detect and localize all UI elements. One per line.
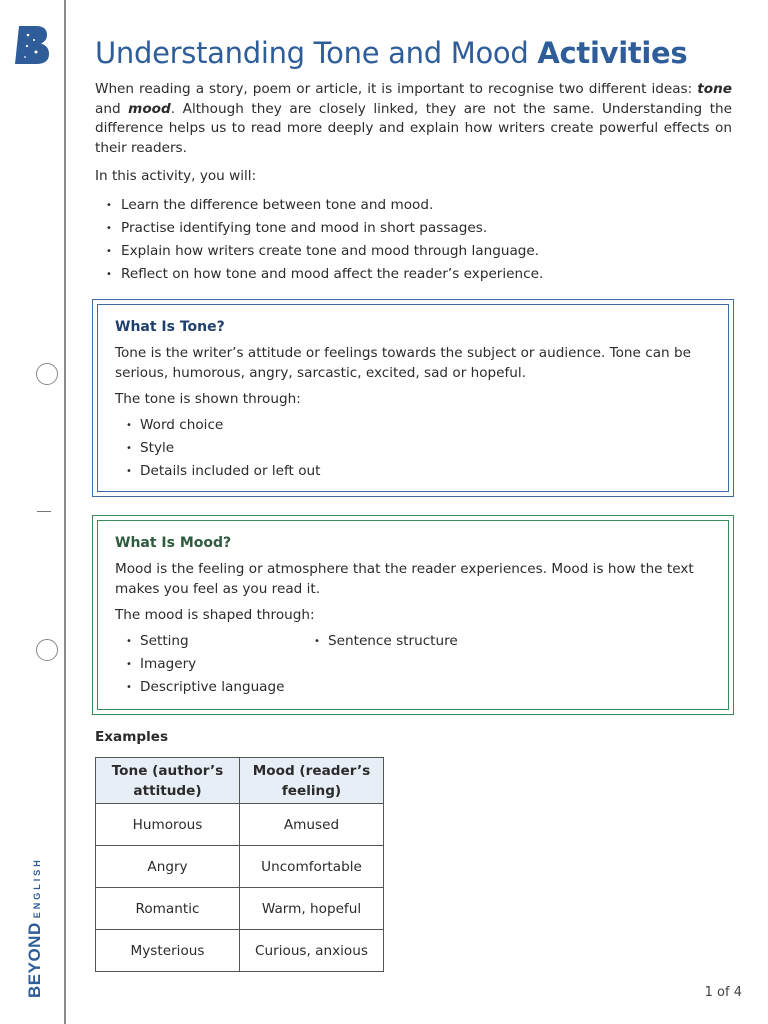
- tone-keyword: tone: [697, 81, 732, 97]
- table-cell: Curious, anxious: [240, 930, 384, 972]
- page-title: [95, 34, 732, 72]
- list-item: • Style: [115, 437, 711, 460]
- activity-list: [95, 194, 732, 286]
- tone-box-heading: What Is Tone?: [115, 319, 225, 335]
- brand-sub: ENGLISH: [32, 857, 42, 919]
- table-cell: Angry: [96, 846, 240, 888]
- intro-section: [95, 34, 732, 286]
- list-item: • Practise identifying tone and mood in short passages.: [95, 217, 732, 240]
- mood-box: [92, 515, 734, 715]
- mood-list: [115, 625, 711, 699]
- table-cell: Mysterious: [96, 930, 240, 972]
- tone-box: [92, 299, 734, 497]
- table-row: [96, 888, 384, 930]
- table-cell: Romantic: [96, 888, 240, 930]
- binder-hole-bottom: [36, 639, 58, 661]
- column-header: Mood (reader’s feeling): [240, 758, 384, 804]
- mood-definition: Mood is the feeling or atmosphere that the reader experiences. Mood is how the text makes you feel as you read it.: [115, 561, 694, 597]
- column-header: Tone (author’s attitude): [96, 758, 240, 804]
- table-cell: Amused: [240, 804, 384, 846]
- tone-definition: Tone is the writer’s attitude or feelings towards the subject or audience. Tone can be serious, humorous, angry, sarcastic, excited, sad or hopeful.: [115, 345, 691, 381]
- mood-box-heading: What Is Mood?: [115, 535, 232, 551]
- intro-rest: . Although they are closely linked, they are not the same. Understanding the difference helps us to read more deeply and explain how writers create powerful effects on their readers.: [95, 100, 733, 156]
- list-item: • Explain how writers create tone and mood through language.: [95, 240, 732, 263]
- list-item: • Word choice: [115, 414, 711, 437]
- table-header-row: [96, 758, 384, 804]
- mood-keyword: mood: [128, 100, 171, 117]
- list-item: • Details included or left out: [115, 460, 711, 483]
- mood-shaped-through: The mood is shaped through:: [115, 607, 315, 623]
- list-item: • Sentence structure: [303, 630, 491, 653]
- fold-mark: [37, 511, 51, 512]
- list-item: • Reflect on how tone and mood affect the reader’s experience.: [95, 263, 732, 286]
- intro-paragraph: [95, 80, 732, 158]
- table-row: [96, 804, 384, 846]
- beyond-logo-icon: [14, 24, 52, 66]
- margin-line: [64, 0, 66, 1024]
- intro-and: and: [95, 100, 121, 117]
- examples-heading: Examples: [95, 729, 169, 745]
- tone-list: [115, 414, 711, 483]
- tone-shown-through: The tone is shown through:: [115, 391, 301, 407]
- intro-lead: When reading a story, poem or article, it is important to recognise two different ideas:: [95, 81, 693, 97]
- page-number: 1 of 4: [704, 985, 742, 1000]
- examples-table: [95, 757, 384, 972]
- brand-wordmark: [25, 857, 45, 998]
- brand-main: BEYOND: [25, 922, 44, 998]
- table-row: [96, 846, 384, 888]
- table-cell: Warm, hopeful: [240, 888, 384, 930]
- page-title-bold: Activities: [537, 36, 688, 70]
- list-item: • Descriptive language: [115, 676, 303, 699]
- table-cell: Humorous: [96, 804, 240, 846]
- mood-list-col1: [115, 630, 303, 699]
- list-item: • Imagery: [115, 653, 303, 676]
- page-title-main: Understanding Tone and Mood: [95, 36, 529, 70]
- mood-list-col2: [303, 630, 491, 699]
- binder-hole-top: [36, 363, 58, 385]
- table-cell: Uncomfortable: [240, 846, 384, 888]
- list-item: • Setting: [115, 630, 303, 653]
- activity-intro: In this activity, you will:: [95, 168, 257, 184]
- list-item: • Learn the difference between tone and mood.: [95, 194, 732, 217]
- table-row: [96, 930, 384, 972]
